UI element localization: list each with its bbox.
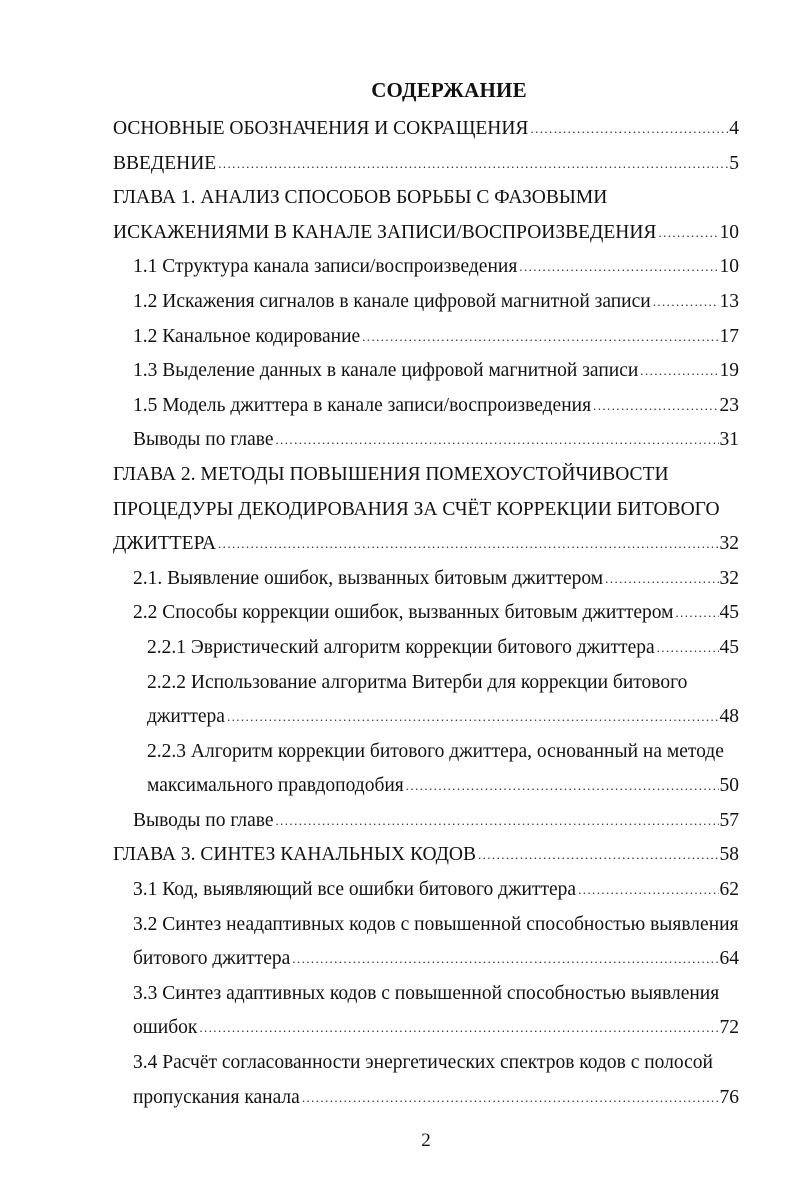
toc-entry-title: ИСКАЖЕНИЯМИ В КАНАЛЕ ЗАПИСИ/ВОСПРОИЗВЕДЕНИЯ	[113, 221, 657, 243]
toc-entry-page: 13	[719, 290, 739, 312]
toc-entry[interactable]	[113, 181, 739, 216]
table-of-contents	[113, 112, 739, 1115]
toc-entry-title: ДЖИТТЕРА	[113, 533, 217, 555]
toc-entry[interactable]	[113, 769, 739, 804]
toc-entry[interactable]	[113, 1046, 739, 1081]
toc-entry[interactable]	[113, 458, 739, 493]
toc-entry-title: ВВЕДЕНИЕ	[113, 152, 217, 174]
toc-entry[interactable]	[113, 216, 739, 251]
toc-entry[interactable]	[113, 631, 739, 666]
toc-entry[interactable]	[113, 250, 739, 285]
dot-leader	[227, 700, 719, 735]
toc-entry-title: 1.2 Канальное кодирование	[133, 325, 361, 347]
toc-entry-page: 64	[719, 948, 739, 970]
dot-leader	[605, 562, 718, 597]
toc-entry-title: 3.3 Синтез адаптивных кодов с повышенной способностью выявления	[133, 982, 720, 1004]
toc-entry-title: битового джиттера	[133, 948, 291, 970]
toc-entry-title: 2.1. Выявление ошибок, вызванных битовым джиттером	[133, 567, 604, 589]
toc-entry-title: ОСНОВНЫЕ ОБОЗНАЧЕНИЯ И СОКРАЩЕНИЯ	[113, 118, 529, 139]
dot-leader	[292, 942, 718, 977]
toc-entry[interactable]	[113, 908, 739, 943]
toc-entry[interactable]	[113, 389, 739, 424]
toc-entry[interactable]	[113, 873, 739, 908]
toc-entry[interactable]	[113, 147, 739, 182]
toc-entry-page: 31	[719, 429, 739, 451]
dot-leader	[478, 838, 719, 873]
toc-entry-title: 3.4 Расчёт согласованности энергетических спектров кодов с полосой	[133, 1052, 713, 1074]
toc-entry-page: 23	[719, 394, 739, 416]
toc-entry[interactable]	[113, 735, 739, 770]
toc-entry-title: 2.2 Способы коррекции ошибок, вызванных битовым джиттером	[133, 602, 674, 624]
dot-leader	[275, 804, 718, 839]
dot-leader	[362, 320, 718, 355]
toc-entry-title: ГЛАВА 2. МЕТОДЫ ПОВЫШЕНИЯ ПОМЕХОУСТОЙЧИВОСТИ	[113, 463, 669, 485]
toc-entry-page: 10	[719, 221, 739, 243]
dot-leader	[218, 527, 718, 562]
dot-leader	[406, 769, 719, 804]
toc-entry-page: 72	[719, 1017, 739, 1039]
toc-entry-page: 45	[719, 636, 739, 658]
toc-entry[interactable]	[113, 1081, 739, 1116]
toc-entry-title: 1.5 Модель джиттера в канале записи/воспроизведения	[133, 394, 592, 416]
toc-entry-page: 32	[719, 533, 739, 555]
toc-entry[interactable]	[113, 354, 739, 389]
toc-entry-title: 1.1 Структура канала записи/воспроизведения	[133, 256, 518, 278]
toc-entry-page: 19	[719, 360, 739, 382]
toc-entry-title: пропускания канала	[133, 1086, 300, 1108]
dot-leader	[653, 285, 719, 320]
dot-leader	[657, 631, 719, 666]
toc-entry[interactable]	[113, 423, 739, 458]
toc-entry[interactable]	[113, 977, 739, 1012]
dot-leader	[199, 1011, 718, 1046]
dot-leader	[519, 250, 718, 285]
dot-leader	[640, 354, 718, 389]
toc-entry-title: 3.2 Синтез неадаптивных кодов с повышенной способностью выявления	[133, 913, 739, 935]
toc-entry-title: Выводы по главе	[133, 429, 274, 451]
toc-entry-title: Выводы по главе	[133, 809, 274, 831]
toc-entry-title: ПРОЦЕДУРЫ ДЕКОДИРОВАНИЯ ЗА СЧЁТ КОРРЕКЦИИ БИТОВОГО	[113, 498, 720, 520]
toc-entry-title: 2.2.1 Эвристический алгоритм коррекции битового джиттера	[147, 636, 655, 658]
dot-leader	[578, 873, 718, 908]
dot-leader	[530, 112, 728, 147]
page-title: СОДЕРЖАНИЕ	[371, 78, 527, 102]
page-number: 2	[421, 1130, 431, 1151]
toc-entry-page: 48	[719, 706, 739, 728]
dot-leader	[658, 216, 718, 251]
toc-entry-title: 2.2.2 Использование алгоритма Витерби для коррекции битового	[147, 671, 688, 693]
toc-entry[interactable]	[113, 493, 739, 528]
toc-entry[interactable]	[113, 527, 739, 562]
toc-entry-page: 4	[729, 118, 739, 139]
dot-leader	[593, 389, 718, 424]
toc-entry-title: 2.2.3 Алгоритм коррекции битового джиттера, основанный на методе	[147, 740, 724, 762]
toc-entry-title: 1.3 Выделение данных в канале цифровой магнитной записи	[133, 360, 639, 382]
toc-entry[interactable]	[113, 112, 739, 147]
toc-entry[interactable]	[113, 838, 739, 873]
toc-entry-title: ошибок	[133, 1017, 198, 1039]
toc-entry[interactable]	[113, 285, 739, 320]
dot-leader	[218, 147, 728, 182]
toc-entry[interactable]	[113, 666, 739, 701]
toc-entry-page: 17	[719, 325, 739, 347]
toc-entry[interactable]	[113, 562, 739, 597]
toc-entry[interactable]	[113, 320, 739, 355]
toc-entry[interactable]	[113, 942, 739, 977]
toc-entry-page: 50	[719, 775, 739, 797]
toc-entry-title: максимального правдоподобия	[147, 775, 404, 797]
toc-entry-page: 76	[719, 1086, 739, 1108]
dot-leader	[675, 596, 718, 631]
toc-entry-page: 45	[719, 602, 739, 624]
toc-entry[interactable]	[113, 596, 739, 631]
toc-entry-page: 10	[719, 256, 739, 278]
toc-entry-page: 58	[719, 844, 739, 866]
toc-entry-page: 32	[719, 567, 739, 589]
toc-entry-title: 3.1 Код, выявляющий все ошибки битового джиттера	[133, 879, 577, 901]
toc-entry-page: 57	[719, 809, 739, 831]
toc-entry-title: джиттера	[147, 706, 225, 728]
toc-entry-title: ГЛАВА 3. СИНТЕЗ КАНАЛЬНЫХ КОДОВ	[113, 844, 476, 866]
toc-entry-title: 1.2 Искажения сигналов в канале цифровой магнитной записи	[133, 290, 651, 312]
toc-entry[interactable]	[113, 700, 739, 735]
toc-entry[interactable]	[113, 1011, 739, 1046]
toc-entry-page: 62	[719, 879, 739, 901]
dot-leader	[275, 423, 718, 458]
toc-entry-title: ГЛАВА 1. АНАЛИЗ СПОСОБОВ БОРЬБЫ С ФАЗОВЫМИ	[113, 187, 608, 209]
toc-entry-page: 5	[729, 152, 739, 174]
dot-leader	[302, 1081, 719, 1116]
toc-entry[interactable]	[113, 804, 739, 839]
